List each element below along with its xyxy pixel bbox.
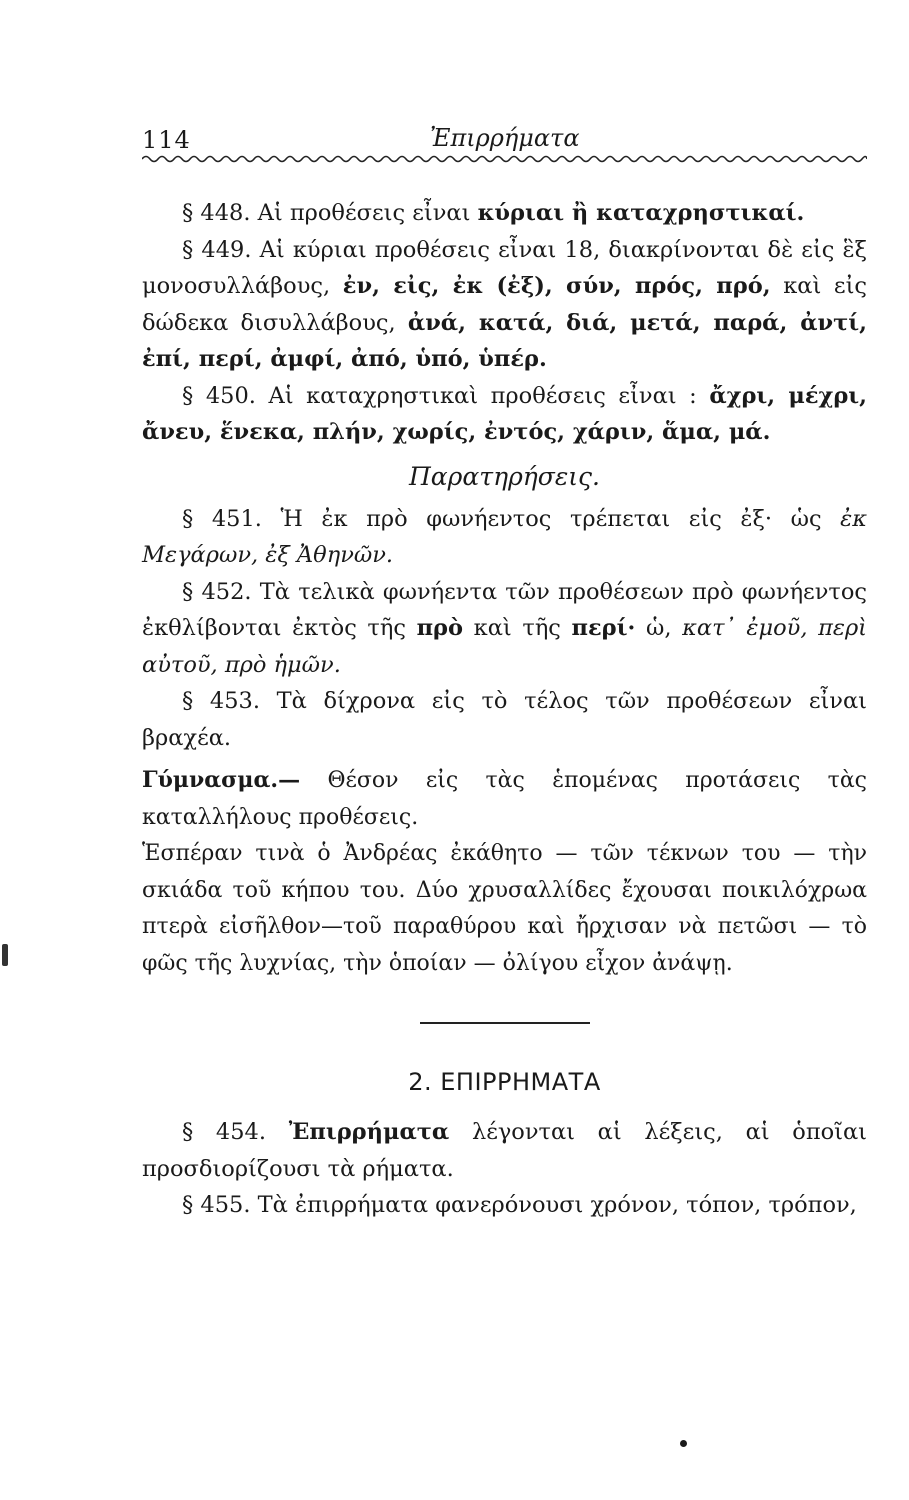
running-head: Ἐπιρρήματα <box>430 124 580 152</box>
remarks-heading: Παρατηρήσεις. <box>409 461 600 491</box>
short-divider <box>420 1022 590 1024</box>
section-451: § 451. Ἡ ἐκ πρὸ φωνήεντος τρέπεται εἰς ἐξ· ὡς ἐκ Μεγάρων, ἐξ Ἀθηνῶν. <box>142 505 867 568</box>
exercise-text: Ἑσπέραν τινὰ ὁ Ἀνδρέας ἐκάθητο — τῶν τέκνων του — τὴν σκιάδα τοῦ κήπου του. Δύο χρυσαλλίδες ἔχουσαι ποικιλόχρωα πτερὰ εἰσῆλθον—τοῦ παραθύρου καὶ ἤρχισαν νὰ πετῶσι — τὸ φῶς τῆς λυχνίας, τὴν ὁποίαν — ὀλίγου εἶχον ἀνάψῃ. <box>142 841 867 976</box>
exercise-block <box>142 762 867 982</box>
chapter-title: 2. ΕΠΙΡΡΗΜΑΤΑ <box>408 1068 601 1096</box>
section-449: § 449. Αἱ κύριαι προθέσεις εἶναι 18, διακρίνονται δὲ εἰς ἓξ μονοσυλλάβους, ἐν, εἰς, ἐκ (ἐξ), σύν, πρός, πρό, καὶ εἰς δώδεκα δισυλλάβους, ἀνά, κατά, διά, μετά, παρά, ἀντί, ἐπί, περί, ἀμφί, ἀπό, ὑπό, ὑπέρ. <box>142 236 868 372</box>
section-450: § 450. Αἱ καταχρηστικαὶ προθέσεις εἶναι : ἄχρι, μέχρι, ἄνευ, ἕνεκα, πλήν, χωρίς, ἐντός, χάριν, ἅμα, μά. <box>142 382 868 445</box>
wavy-rule-divider <box>142 152 867 166</box>
page-body <box>142 195 867 1224</box>
exercise-label: Γύμνασμα.— <box>142 767 301 793</box>
section-454: § 454. Ἐπιρρήματα λέγονται αἱ λέξεις, αἱ ὁποῖαι προσδιορίζουσι τὰ ρήματα. <box>142 1119 868 1182</box>
margin-ink-mark <box>2 944 8 966</box>
section-452: § 452. Τὰ τελικὰ φωνήεντα τῶν προθέσεων πρὸ φωνήεντος ἐκθλίβονται ἐκτὸς τῆς πρὸ καὶ τῆς περί· ὡ, κατ᾽ ἐμοῦ, περὶ αὐτοῦ, πρὸ ἡμῶν. <box>142 578 867 678</box>
section-455: § 455. Τὰ ἐπιρρήματα φανερόνουσι χρόνον, τόπον, τρόπον, <box>182 1192 857 1218</box>
section-448: § 448. Αἱ προθέσεις εἶναι κύριαι ἢ καταχρηστικαί. <box>182 200 805 226</box>
section-453: § 453. Τὰ δίχρονα εἰς τὸ τέλος τῶν προθέσεων εἶναι βραχέα. <box>142 688 867 751</box>
page-number: 114 <box>142 126 191 154</box>
exercise-instruction: Γύμνασμα.— Θέσον εἰς τὰς ἑπομένας προτάσεις τὰς καταλλήλους προθέσεις. <box>142 767 867 830</box>
ink-dot <box>680 1440 687 1447</box>
